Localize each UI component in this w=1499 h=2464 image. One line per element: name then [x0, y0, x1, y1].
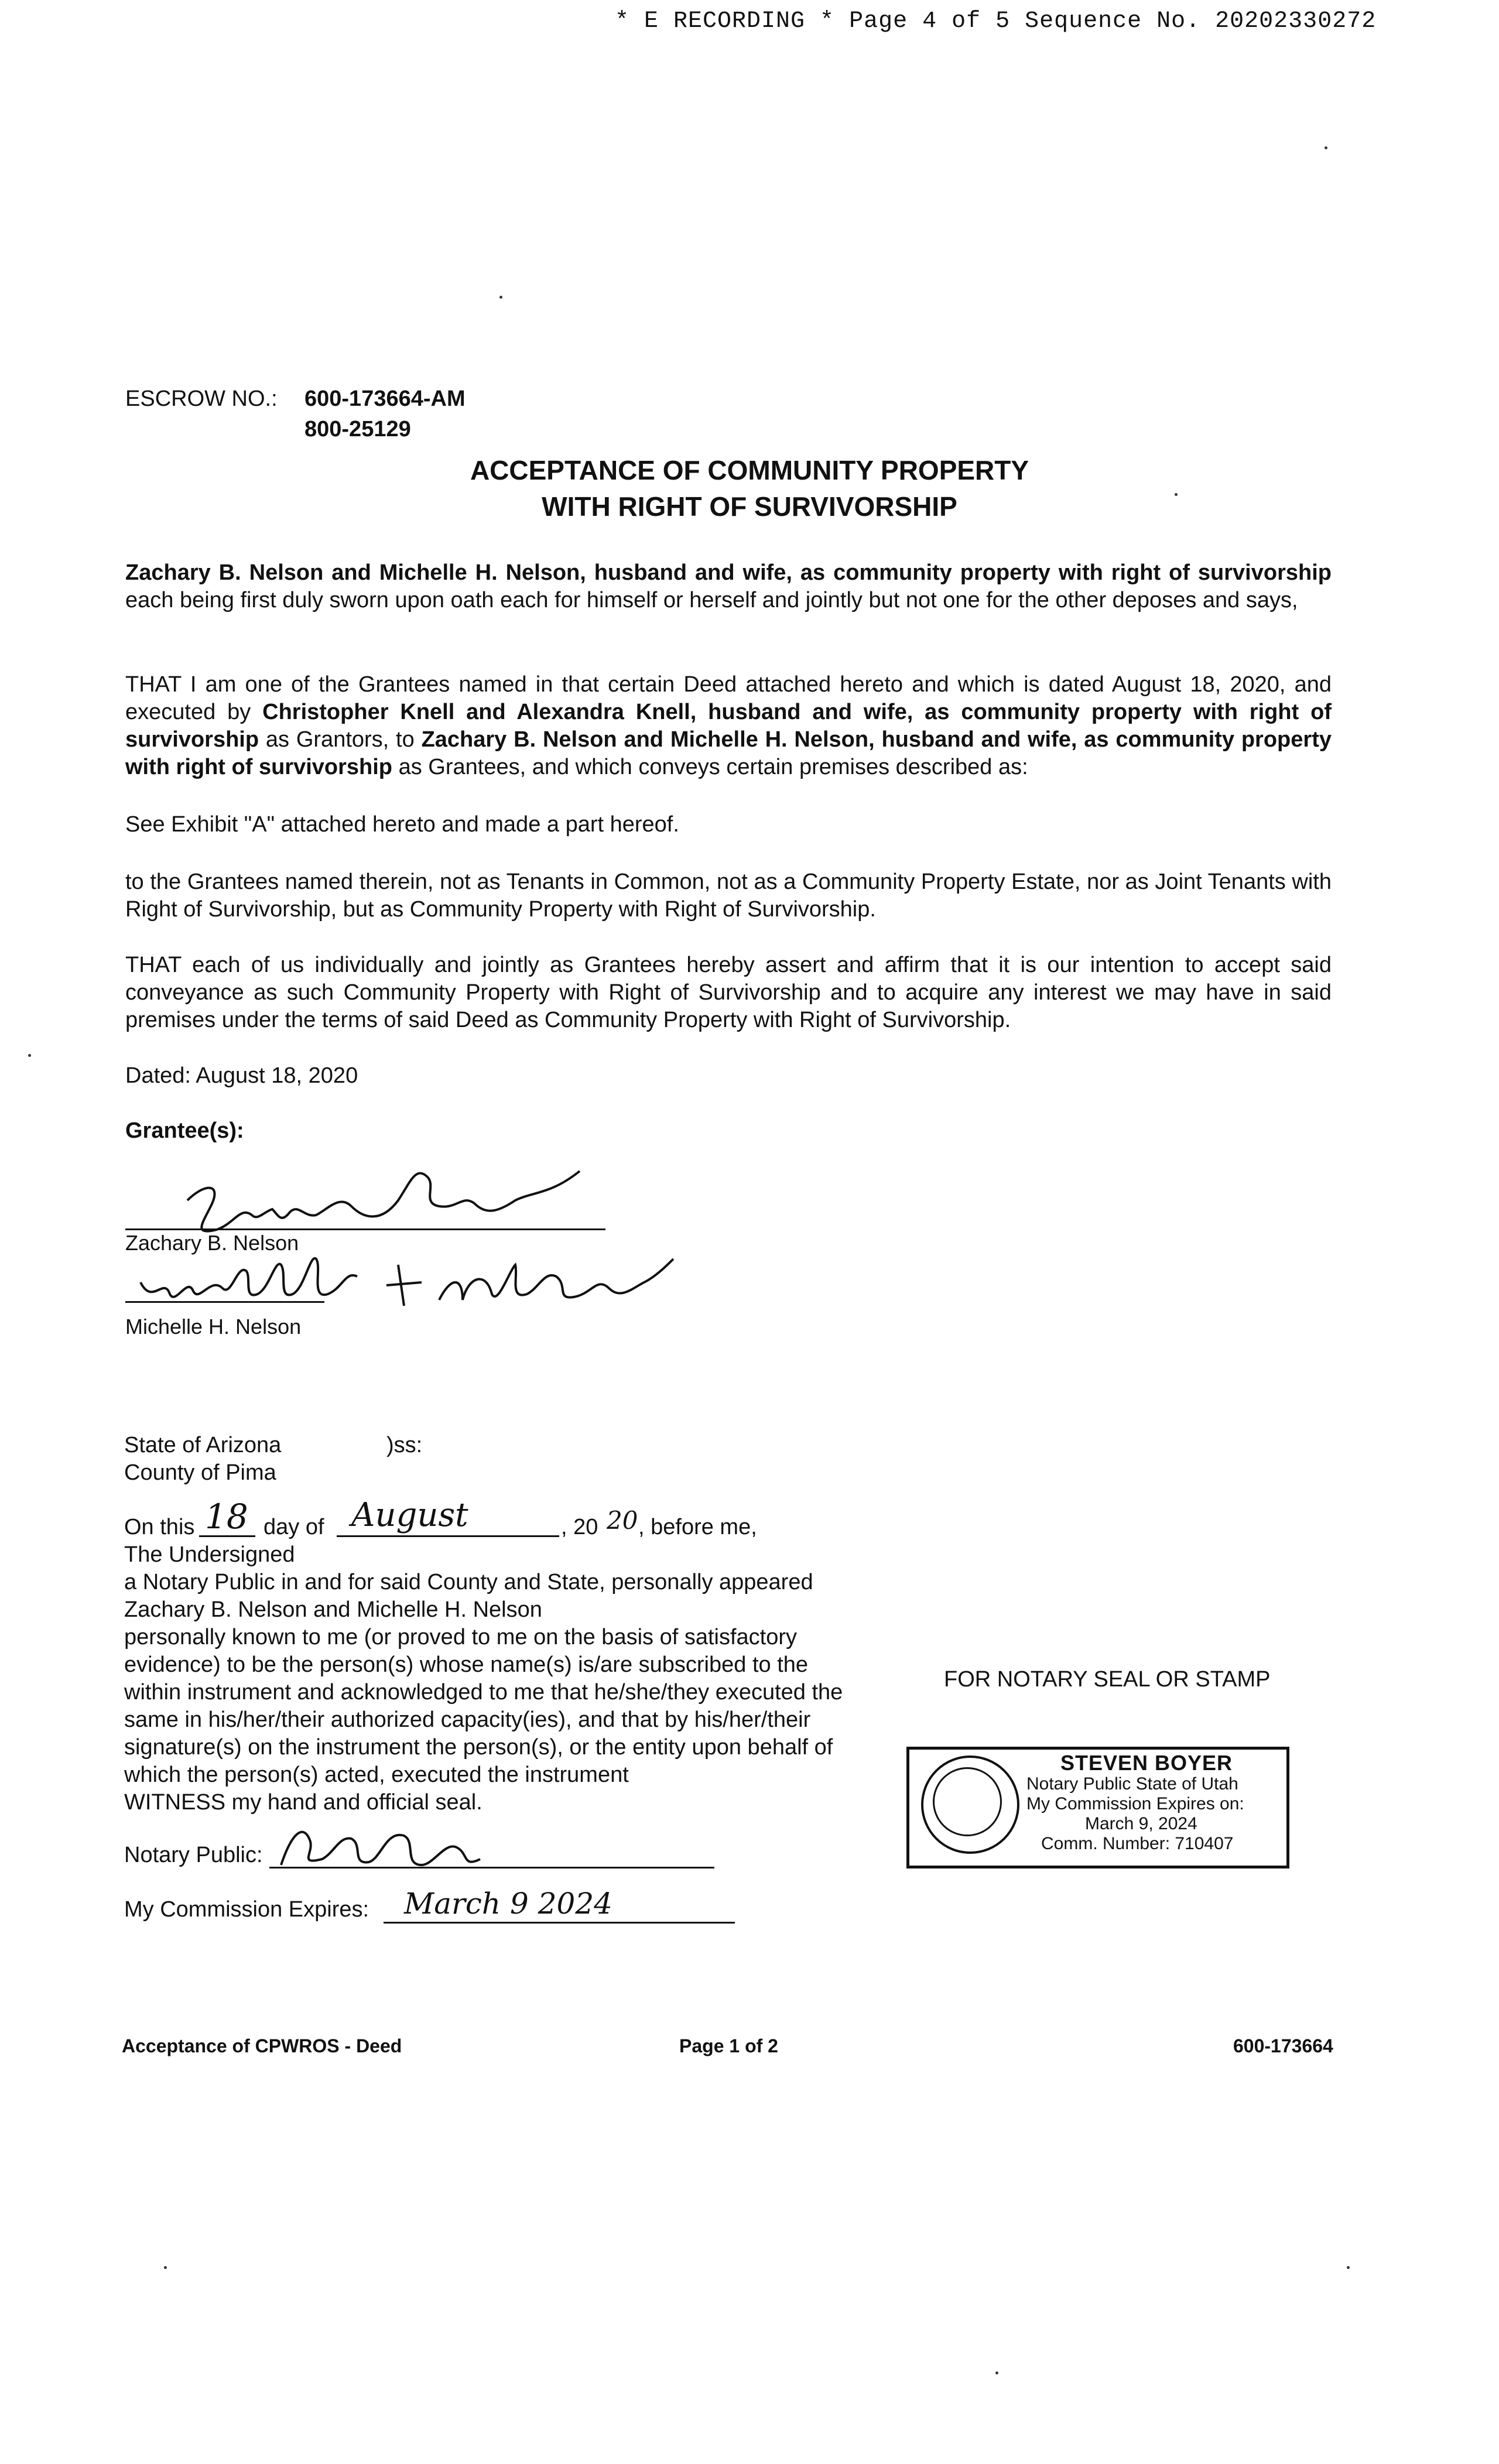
signature-line-2 [125, 1301, 324, 1303]
notary-month-value: August [351, 1496, 468, 1534]
notary-day-of: day of [263, 1515, 324, 1539]
notary-signature-line [269, 1867, 714, 1868]
notary-day-line [199, 1535, 255, 1537]
signer-name-1: Zachary B. Nelson [125, 1231, 299, 1255]
notary-body-line: same in his/her/their authorized capacity(ies), and that by his/her/their [124, 1707, 811, 1732]
escrow-number-secondary: 800-25129 [304, 417, 411, 442]
seal-inner-ring [933, 1767, 1002, 1836]
notary-stamp [906, 1747, 1289, 1868]
stamp-line-2: My Commission Expires on: [1026, 1794, 1244, 1813]
notary-on-this: On this [124, 1515, 195, 1539]
scan-speck [1175, 493, 1178, 496]
footer-right: 600-173664 [1233, 2035, 1333, 2056]
notary-year-prefix: , 20 [561, 1515, 598, 1539]
grantors-names: Christopher Knell and Alexandra Knell, husband and wife, as community property with right of survivorship [125, 700, 1332, 752]
signature-line-1 [125, 1228, 605, 1230]
notary-before-me: , before me, [638, 1515, 757, 1539]
paragraph-affiants [125, 559, 1332, 614]
notary-state: State of Arizona [124, 1433, 282, 1457]
stamp-line-3: March 9, 2024 [1085, 1814, 1197, 1833]
notary-county: County of Pima [124, 1460, 276, 1485]
deed-text-2: as Grantors, to [259, 727, 422, 752]
footer-page: Page 1 of 2 [679, 2035, 778, 2056]
notary-body-line: evidence) to be the person(s) whose name(s) is/are subscribed to the [124, 1652, 809, 1677]
grantees-label: Grantee(s): [125, 1118, 244, 1143]
commission-value: March 9 2024 [404, 1887, 612, 1921]
deed-text-1: THAT I am one of the Grantees named in that certain Deed attached hereto and which is dated August 18, 2020, and executed by [125, 672, 1332, 724]
paragraph-deed-reference [125, 671, 1332, 781]
notary-body-line: Zachary B. Nelson and Michelle H. Nelson [124, 1597, 542, 1622]
paragraph-exhibit: See Exhibit "A" attached hereto and made a part hereof. [125, 812, 679, 837]
notary-seal-caption: FOR NOTARY SEAL OR STAMP [944, 1667, 1271, 1692]
notary-body-line: which the person(s) acted, executed the instrument [124, 1763, 629, 1787]
notary-undersigned: The Undersigned [124, 1542, 295, 1567]
notary-body-line: personally known to me (or proved to me on the basis of satisfactory [124, 1625, 797, 1649]
notary-ss: )ss: [386, 1433, 423, 1457]
notary-day-value: 18 [205, 1497, 248, 1536]
paragraph-affirmation: THAT each of us individually and jointly as Grantees hereby assert and affirm that it is our intention to accept said conveyance as such Community Property with Right of Survivorship and to acquire any interest we may have in said premises under the terms of said Deed as Community Property with Right of Survivorship. [125, 953, 1332, 1032]
affiants-oath: each being first duly sworn upon oath each for himself or herself and jointly but not one for the other deposes and says, [125, 588, 1298, 612]
notary-body-line: within instrument and acknowledged to me that he/she/they executed the [124, 1680, 843, 1705]
stamp-line-4: Comm. Number: 710407 [1041, 1834, 1234, 1853]
scan-speck [28, 1054, 31, 1057]
scan-speck [1325, 146, 1327, 149]
scan-speck [995, 2371, 998, 2374]
notary-public-label: Notary Public: [124, 1843, 263, 1867]
notary-month-line [337, 1535, 559, 1537]
footer-left: Acceptance of CPWROS - Deed [122, 2035, 402, 2056]
paragraph-tenancy: to the Grantees named therein, not as Tenants in Common, not as a Community Property Estate, nor as Joint Tenants with Right of Survivorship, but as Community Property with Right of Survivorship. [125, 870, 1332, 922]
stamp-line-1: Notary Public State of Utah [1026, 1774, 1238, 1794]
notary-year-value: 20 [607, 1506, 638, 1535]
document-title-line1: ACCEPTANCE OF COMMUNITY PROPERTY [470, 455, 1029, 485]
notary-body-line: a Notary Public in and for said County and State, personally appeared [124, 1570, 813, 1594]
document-title-line2: WITH RIGHT OF SURVIVORSHIP [542, 491, 957, 522]
recording-header: * E RECORDING * Page 4 of 5 Sequence No. 20202330272 [615, 8, 1377, 35]
commission-label: My Commission Expires: [124, 1897, 369, 1922]
scan-speck [164, 2266, 167, 2269]
escrow-number-primary: 600-173664-AM [304, 386, 466, 411]
scan-speck [1347, 2266, 1350, 2269]
deed-text-3: as Grantees, and which conveys certain premises described as: [392, 755, 1028, 779]
notary-body-line: signature(s) on the instrument the person(s), or the entity upon behalf of [124, 1735, 833, 1760]
commission-line [384, 1922, 735, 1924]
scan-speck [499, 296, 502, 299]
grantees-names: Zachary B. Nelson and Michelle H. Nelson, husband and wife, as community property with right of survivorship [125, 727, 1332, 779]
signature-michelle-nelson [135, 1241, 685, 1317]
dated-line: Dated: August 18, 2020 [125, 1063, 358, 1088]
signer-name-2: Michelle H. Nelson [125, 1315, 302, 1339]
notary-witness-line: WITNESS my hand and official seal. [124, 1790, 482, 1815]
affiants-names: Zachary B. Nelson and Michelle H. Nelson, husband and wife, as community property with right of survivorship [125, 560, 1332, 585]
escrow-label: ESCROW NO.: [125, 386, 278, 411]
stamp-notary-name: STEVEN BOYER [1060, 1751, 1233, 1775]
